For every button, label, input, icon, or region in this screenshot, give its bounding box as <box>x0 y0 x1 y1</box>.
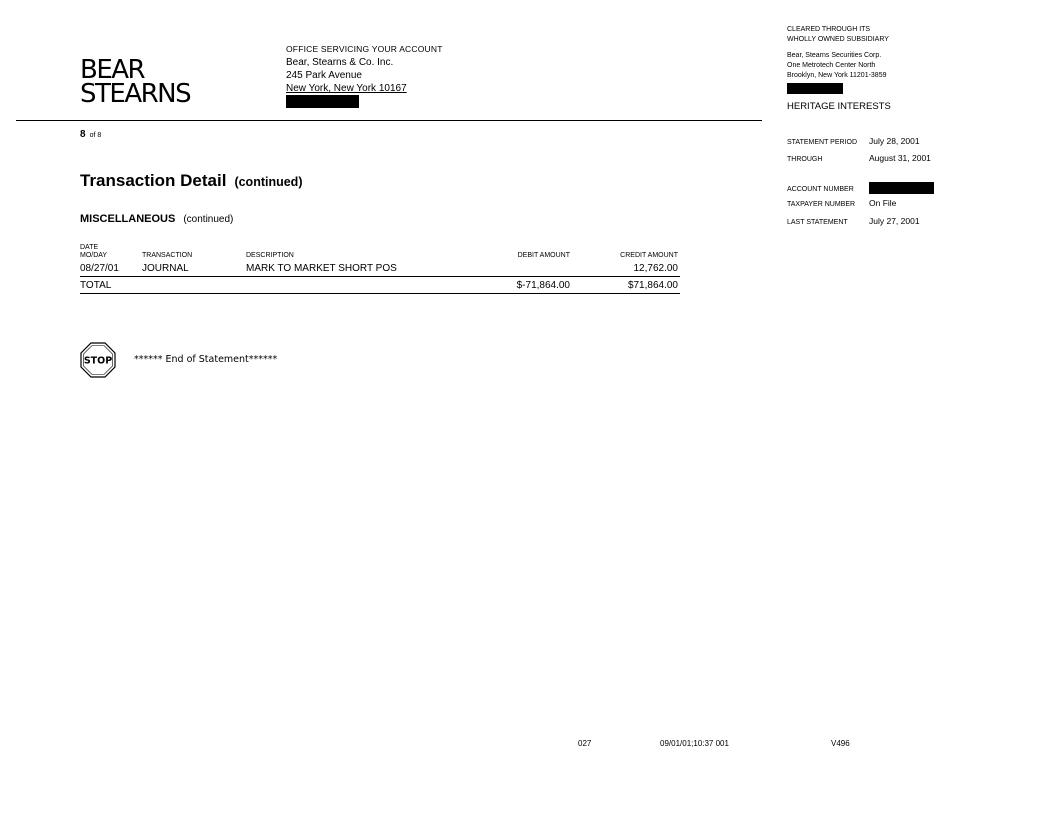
clearing-redaction <box>787 83 843 94</box>
value-last-statement: July 27, 2001 <box>869 216 920 226</box>
row-credit: 12,762.00 <box>633 263 678 274</box>
section-heading-main: MISCELLANEOUS <box>80 213 176 225</box>
account-number-redaction <box>869 182 934 194</box>
label-last-statement: LAST STATEMENT <box>787 219 848 226</box>
value-statement-period: July 28, 2001 <box>869 136 920 146</box>
logo-line-1: BEAR <box>80 55 145 85</box>
footer-timestamp: 09/01/01;10:37 001 <box>660 739 729 748</box>
header-description: DESCRIPTION <box>246 252 294 259</box>
label-taxpayer-number: TAXPAYER NUMBER <box>787 201 856 208</box>
office-address-block <box>286 43 443 112</box>
section-heading-suffix: (continued) <box>183 214 234 225</box>
account-name: HERITAGE INTERESTS <box>787 101 891 112</box>
label-account-number: ACCOUNT NUMBER <box>787 186 854 193</box>
total-label: TOTAL <box>80 280 112 291</box>
header-date-line1: DATE <box>80 244 99 251</box>
label-statement-period: STATEMENT PERIOD <box>787 139 858 146</box>
stop-label: STOP <box>83 355 113 367</box>
bear-stearns-logo <box>80 55 191 109</box>
header-divider <box>16 120 762 121</box>
table-divider-top <box>80 276 680 277</box>
header-debit: DEBIT AMOUNT <box>517 252 570 259</box>
page-title-suffix: (continued) <box>234 175 303 189</box>
office-name: Bear, Stearns & Co. Inc. <box>286 57 394 68</box>
label-through: THROUGH <box>787 156 823 163</box>
row-transaction: JOURNAL <box>142 263 189 274</box>
clearing-name: Bear, Stearns Securities Corp. <box>787 52 882 59</box>
footer-code-1: 027 <box>578 739 592 748</box>
stop-sign-icon <box>80 342 116 378</box>
value-through: August 31, 2001 <box>869 153 931 163</box>
end-of-statement: ****** End of Statement****** <box>134 354 278 365</box>
clearing-line2: WHOLLY OWNED SUBSIDIARY <box>787 36 889 43</box>
office-city: New York, New York 10167 <box>286 83 407 94</box>
logo-line-2: STEARNS <box>80 79 191 109</box>
office-header: OFFICE SERVICING YOUR ACCOUNT <box>286 44 443 54</box>
value-taxpayer-number: On File <box>869 198 897 208</box>
page-title-main: Transaction Detail <box>80 171 227 190</box>
page-of: of 8 <box>89 132 102 139</box>
section-heading <box>80 213 233 225</box>
row-description: MARK TO MARKET SHORT POS <box>246 263 397 274</box>
clearing-line1: CLEARED THROUGH ITS <box>787 26 871 33</box>
page-title <box>80 171 302 191</box>
header-date-line2: MO/DAY <box>80 252 108 259</box>
footer-code-2: V496 <box>831 739 850 748</box>
page-number <box>80 129 101 140</box>
total-debit: $-71,864.00 <box>516 280 570 291</box>
office-address: 245 Park Avenue <box>286 70 362 81</box>
office-redaction <box>286 95 359 108</box>
header-credit: CREDIT AMOUNT <box>620 252 678 259</box>
page-current: 8 <box>80 129 86 140</box>
table-divider-bottom <box>80 293 680 294</box>
total-credit: $71,864.00 <box>627 280 678 291</box>
header-transaction: TRANSACTION <box>142 252 193 259</box>
clearing-block <box>787 25 889 98</box>
clearing-address: One Metrotech Center North <box>787 62 876 69</box>
clearing-city: Brooklyn, New York 11201-3859 <box>787 72 887 79</box>
row-date: 08/27/01 <box>80 263 119 274</box>
